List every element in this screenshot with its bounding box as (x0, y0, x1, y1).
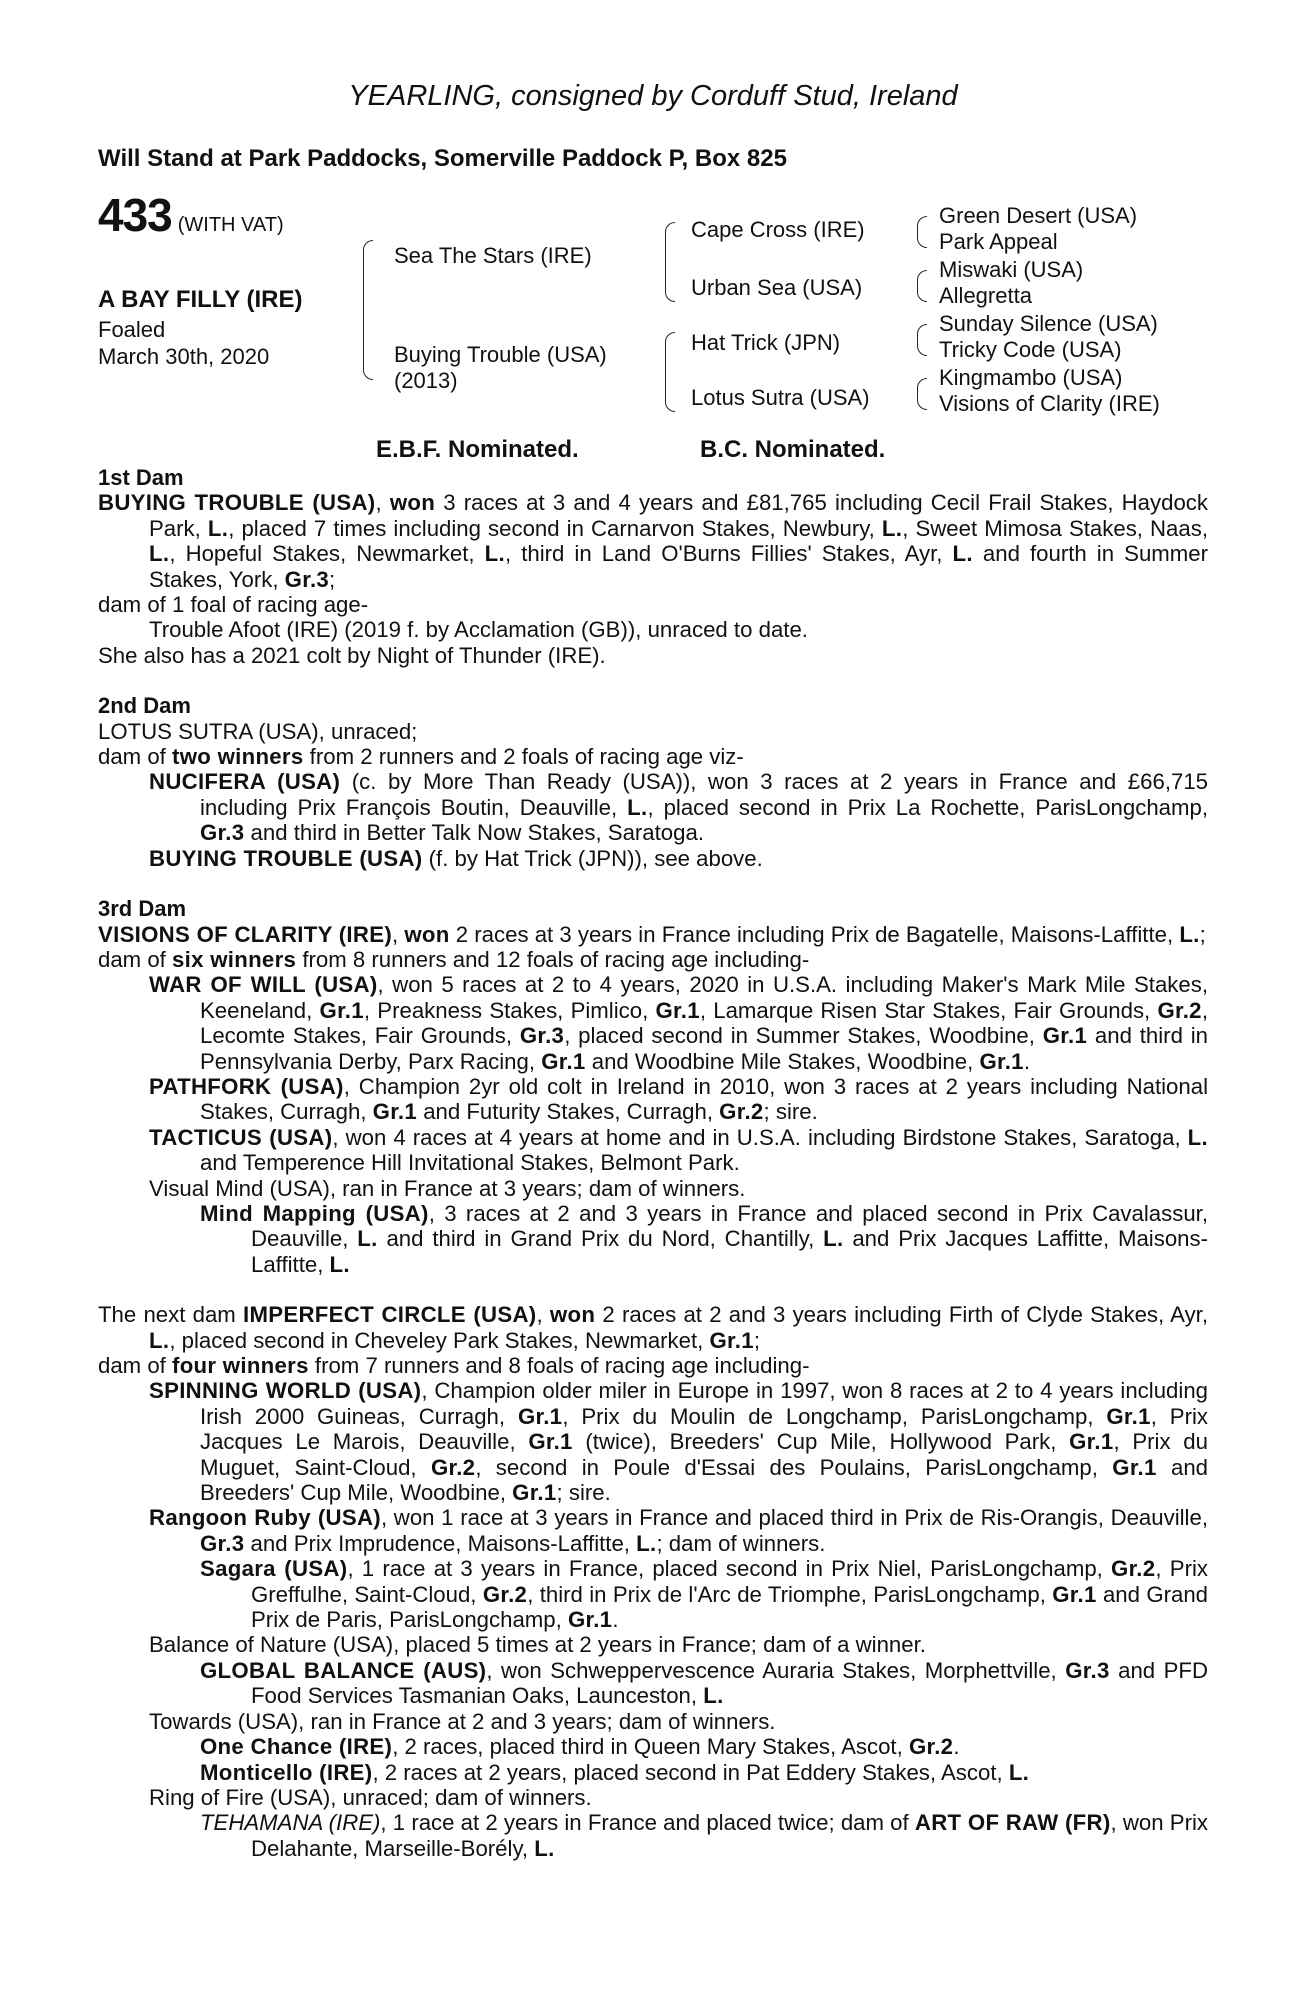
ebf-nomination: E.B.F. Nominated. (376, 436, 579, 463)
second-dam-heading: 2nd Dam (98, 693, 191, 719)
second-dam-foal-1: NUCIFERA (USA) (c. by More Than Ready (USA)), won 3 races at 2 years in France and £66,715 including Prix François Boutin, Deauville, L., placed second in Prix La Rochette, ParisLongchamp, Gr.3 and third in Better Talk Now Stakes, Saratoga. (149, 769, 1209, 846)
pedigree-dam: Buying Trouble (USA) (394, 342, 607, 367)
next-dam-paragraph: The next dam IMPERFECT CIRCLE (USA), won 2 races at 2 and 3 years including Firth of Clyde Stakes, Ayr, L., placed second in Cheveley Park Stakes, Newmarket, Gr.1; (98, 1302, 1208, 1353)
third-dam-produce-line: dam of six winners from 8 runners and 12 foals of racing age including- (98, 946, 810, 972)
first-dam-heading: 1st Dam (98, 465, 184, 490)
next-dam-produce-line: dam of four winners from 7 runners and 8 foals of racing age including- (98, 1353, 810, 1378)
pedigree-brace-dam (665, 332, 675, 412)
pedigree-sire-sire: Cape Cross (IRE) (691, 217, 865, 242)
lot-number: 433 (98, 189, 172, 241)
horse-name: A BAY FILLY (IRE) (98, 286, 303, 313)
pedigree-brace-sire (665, 222, 675, 302)
foaled-info (98, 316, 269, 370)
pedigree-g3: Miswaki (USA) (939, 257, 1084, 282)
first-dam-produce-line: dam of 1 foal of racing age- (98, 592, 369, 618)
next-dam-grandfoal-4: Monticello (IRE), 2 races at 2 years, placed second in Pat Eddery Stakes, Ascot, L. (200, 1759, 1030, 1785)
pedigree-g8: Visions of Clarity (IRE) (939, 391, 1160, 416)
third-dam-foal-3: TACTICUS (USA), won 4 races at 4 years at home and in U.S.A. including Birdstone Stakes, Saratoga, L. and Temperence Hill Invitational Stakes, Belmont Park. (149, 1124, 1208, 1176)
next-dam-foal-1: SPINNING WORLD (USA), Champion older miler in Europe in 1997, won 8 races at 2 to 4 years including Irish 2000 Guineas, Curragh, Gr.1, Prix du Moulin de Longchamp, ParisLongchamp, Gr.1, Prix Jacques Le Marois, Deauville, Gr.1 (twice), Breeders' Cup Mile, Hollywood Park, Gr.1, Prix du Muguet, Saint-Cloud, Gr.2, second in Poule d'Essai des Poulains, ParisLongchamp, Gr.1 and Breeders' Cup Mile, Woodbine, Gr.1; sire. (149, 1378, 1209, 1506)
third-dam-paragraph: VISIONS OF CLARITY (IRE), won 2 races at 3 years in France including Prix de Bagatelle, Maisons-Laffitte, L.; (98, 921, 1206, 947)
next-dam-foal-5: Ring of Fire (USA), unraced; dam of winners. (149, 1784, 592, 1810)
lot-block (98, 189, 284, 241)
first-dam-note: She also has a 2021 colt by Night of Thunder (IRE). (98, 642, 606, 668)
bc-nomination: B.C. Nominated. (700, 436, 886, 463)
pedigree-g7: Kingmambo (USA) (939, 365, 1123, 390)
third-dam-foal-4: Visual Mind (USA), ran in France at 3 years; dam of winners. (149, 1175, 746, 1201)
pedigree-sire: Sea The Stars (IRE) (394, 243, 592, 268)
pedigree-brace-main (363, 240, 373, 380)
next-dam-grandfoal-3: One Chance (IRE), 2 races, placed third in Queen Mary Stakes, Ascot, Gr.2. (200, 1734, 960, 1760)
catalogue-body (98, 465, 1208, 1861)
first-dam-paragraph: BUYING TROUBLE (USA), won 3 races at 3 and 4 years and £81,765 including Cecil Frail Stakes, Haydock Park, L., placed 7 times including second in Carnarvon Stakes, Newbury, L., Sweet Mimosa Stakes, Naas, L., Hopeful Stakes, Newmarket, L., third in Land O'Burns Fillies' Stakes, Ayr, L. and fourth in Summer Stakes, York, Gr.3; (98, 490, 1208, 592)
foaled-date: March 30th, 2020 (98, 344, 270, 369)
second-dam-produce-line: dam of two winners from 2 runners and 2 foals of racing age viz- (98, 744, 744, 770)
pedigree-brace-g3 (917, 324, 927, 356)
next-dam-grandfoal-2: GLOBAL BALANCE (AUS), won Schweppervescence Auraria Stakes, Morphettville, Gr.3 and PFD Food Services Tasmanian Oaks, Launceston, L. (200, 1657, 1209, 1709)
pedigree-dam-year: (2013) (394, 368, 458, 393)
pedigree-dam-dam: Lotus Sutra (USA) (691, 385, 870, 410)
stabling-location: Will Stand at Park Paddocks, Somerville Paddock P, Box 825 (98, 145, 787, 172)
pedigree-brace-g2 (917, 270, 927, 302)
third-dam-heading: 3rd Dam (98, 896, 187, 922)
third-dam-grandfoal-1: Mind Mapping (USA), 3 races at 2 and 3 years in France and placed second in Prix Cavalassur, Deauville, L. and third in Grand Prix du Nord, Chantilly, L. and Prix Jacques Laffitte, Maisons-Laffitte, L. (200, 1200, 1208, 1277)
pedigree-g6: Tricky Code (USA) (939, 337, 1122, 362)
vat-label: (WITH VAT) (177, 214, 284, 236)
second-dam-foal-2: BUYING TROUBLE (USA) (f. by Hat Trick (JPN)), see above. (149, 845, 763, 871)
pedigree-brace-g4 (917, 378, 927, 410)
pedigree-sire-dam: Urban Sea (USA) (691, 275, 863, 300)
pedigree-g4: Allegretta (939, 283, 1032, 308)
next-dam-foal-4: Towards (USA), ran in France at 2 and 3 years; dam of winners. (149, 1708, 776, 1734)
pedigree-g1: Green Desert (USA) (939, 203, 1138, 228)
pedigree-g5: Sunday Silence (USA) (939, 311, 1158, 336)
pedigree-g2: Park Appeal (939, 229, 1058, 254)
next-dam-grandfoal-1: Sagara (USA), 1 race at 3 years in France, placed second in Prix Niel, ParisLongchamp, Gr.2, Prix Greffulhe, Saint-Cloud, Gr.2, third in Prix de l'Arc de Triomphe, ParisLongchamp, Gr.1 and Grand Prix de Paris, ParisLongchamp, Gr.1. (200, 1556, 1209, 1633)
pedigree-brace-g1 (917, 216, 927, 248)
third-dam-foal-1: WAR OF WILL (USA), won 5 races at 2 to 4 years, 2020 in U.S.A. including Maker's Mark Mile Stakes, Keeneland, Gr.1, Preakness Stakes, Pimlico, Gr.1, Lamarque Risen Star Stakes, Fair Grounds, Gr.2, Lecomte Stakes, Fair Grounds, Gr.3, placed second in Summer Stakes, Woodbine, Gr.1 and third in Pennsylvania Derby, Parx Racing, Gr.1 and Woodbine Mile Stakes, Woodbine, Gr.1. (149, 972, 1208, 1074)
foaled-label: Foaled (98, 317, 166, 342)
first-dam-foal: Trouble Afoot (IRE) (2019 f. by Acclamation (GB)), unraced to date. (149, 617, 808, 643)
third-dam-foal-2: PATHFORK (USA), Champion 2yr old colt in Ireland in 2010, won 3 races at 2 years including National Stakes, Curragh, Gr.1 and Futurity Stakes, Curragh, Gr.2; sire. (149, 1073, 1209, 1125)
next-dam-foal-3: Balance of Nature (USA), placed 5 times at 2 years in France; dam of a winner. (149, 1632, 926, 1658)
pedigree-dam-sire: Hat Trick (JPN) (691, 330, 841, 355)
second-dam-name: LOTUS SUTRA (USA), unraced; (98, 718, 418, 744)
consignment-header: YEARLING, consigned by Corduff Stud, Ireland (348, 80, 958, 112)
next-dam-foal-2: Rangoon Ruby (USA), won 1 race at 3 years in France and placed third in Prix de Ris-Orangis, Deauville, Gr.3 and Prix Imprudence, Maisons-Laffitte, L.; dam of winners. (149, 1505, 1208, 1556)
next-dam-grandfoal-5: TEHAMANA (IRE), 1 race at 2 years in France and placed twice; dam of ART OF RAW (FR), won Prix Delahante, Marseille-Borély, L. (200, 1810, 1208, 1861)
